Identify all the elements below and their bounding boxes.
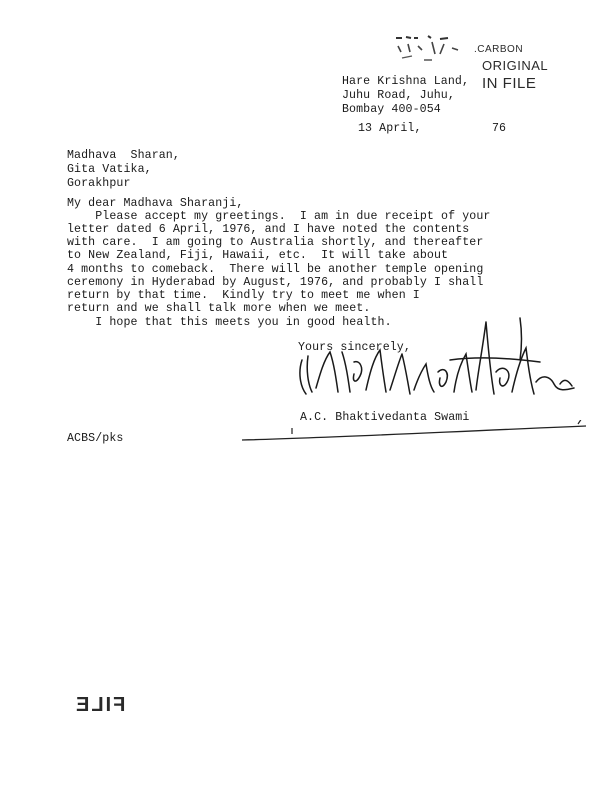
original-stamp: ORIGINAL <box>482 58 549 73</box>
sender-address-line-2: Juhu Road, Juhu, <box>342 89 455 102</box>
salutation: My dear Madhava Sharanji, <box>67 197 244 210</box>
date-day-month: 13 April, <box>358 122 422 135</box>
body-line: Please accept my greetings. I am in due receipt of your <box>67 210 491 223</box>
carbon-stamp: .CARBON <box>474 44 524 55</box>
handwritten-signature <box>290 312 580 412</box>
divider-line <box>240 420 590 444</box>
reference-initials: ACBS/pks <box>67 432 124 445</box>
body-line: return and we shall talk more when we meet. <box>67 302 371 315</box>
in-file-stamp: IN FILE <box>482 75 537 92</box>
body-line: ceremony in Hyderabad by August, 1976, and probably I shall <box>67 276 484 289</box>
body-line: 4 months to comeback. There will be another temple opening <box>67 263 484 276</box>
recipient-line-3: Gorakhpur <box>67 177 131 190</box>
body-line: to New Zealand, Fiji, Hawaii, etc. It will take about <box>67 249 449 262</box>
signatory-name: A.C. Bhaktivedanta Swami <box>300 411 470 424</box>
recipient-line-1: Madhava Sharan, <box>67 149 180 162</box>
sender-address-line-1: Hare Krishna Land, <box>342 75 470 88</box>
body-line: I hope that this meets you in good health. <box>67 316 392 329</box>
ink-smudge-top <box>388 34 478 66</box>
file-stamp-mirrored: FILE <box>74 694 126 716</box>
closing: Yours sincerely, <box>298 341 411 354</box>
sender-address-line-3: Bombay 400-054 <box>342 103 441 116</box>
date-year: 76 <box>492 122 507 135</box>
body-line: return by that time. Kindly try to meet me when I <box>67 289 420 302</box>
recipient-line-2: Gita Vatika, <box>67 163 152 176</box>
body-line: letter dated 6 April, 1976, and I have noted the contents <box>67 223 470 236</box>
body-line: with care. I am going to Australia shortly, and thereafter <box>67 236 484 249</box>
